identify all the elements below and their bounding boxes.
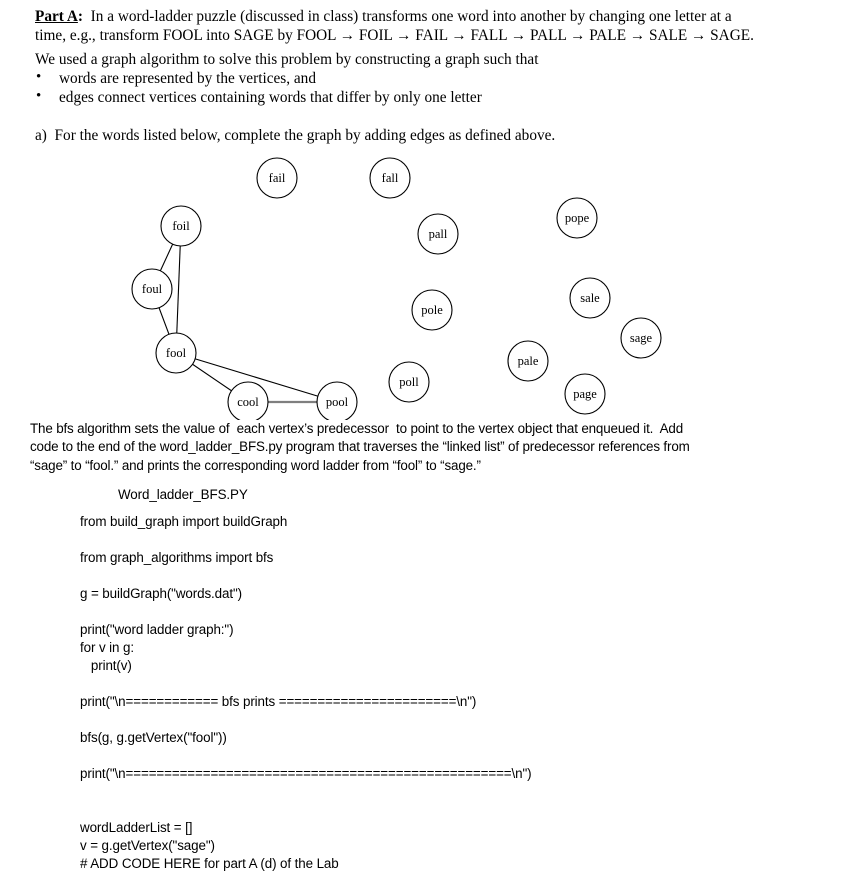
- code-filename: Word_ladder_BFS.PY: [118, 487, 248, 502]
- vertex-label: foul: [141, 282, 163, 296]
- code-line: g = buildGraph("words.dat"): [80, 586, 242, 601]
- vertex-foul: [132, 269, 172, 309]
- vertex-label: page: [573, 387, 597, 401]
- vertex-label: pope: [564, 211, 590, 225]
- vertex-label: fall: [381, 171, 399, 185]
- vertex-pall: [418, 214, 458, 254]
- vertex-cool: [228, 382, 268, 420]
- bullet-icon: •: [36, 88, 42, 104]
- vertex-label: sale: [580, 291, 600, 305]
- criteria-item: edges connect vertices containing words that differ by only one letter: [59, 89, 482, 106]
- code-line: print("word ladder graph:"): [80, 622, 234, 637]
- code-line: for v in g:: [80, 640, 134, 655]
- vertex-pale: [508, 341, 548, 381]
- criteria-item: words are represented by the vertices, and: [59, 70, 316, 87]
- intro-line-3: We used a graph algorithm to solve this problem by constructing a graph such that: [35, 51, 539, 68]
- vertex-fail: [257, 158, 297, 198]
- code-line: # ADD CODE HERE for part A (d) of the Lab: [80, 856, 339, 871]
- code-line: bfs(g, g.getVertex("fool")): [80, 730, 227, 745]
- code-line: print("\n============ bfs prints =======================\n"): [80, 694, 477, 709]
- graph-edges: [152, 226, 337, 402]
- vertex-sage: [621, 318, 661, 358]
- vertex-pole: [412, 290, 452, 330]
- vertex-label: pale: [517, 354, 539, 368]
- vertex-fall: [370, 158, 410, 198]
- word-ladder-graph: [0, 0, 847, 420]
- code-line: from graph_algorithms import bfs: [80, 550, 274, 565]
- code-line: print("\n==================================================\n"): [80, 766, 532, 781]
- vertex-sale: [570, 278, 610, 318]
- vertex-poll: [389, 362, 429, 402]
- intro-line-2: time, e.g., transform FOOL into SAGE by FOOL → FOIL → FAIL → FALL → PALL → PALE → SALE → SAGE.: [35, 27, 754, 44]
- code-line: wordLadderList = []: [80, 820, 193, 835]
- vertex-fool: [156, 333, 196, 373]
- graph-nodes: [132, 158, 661, 420]
- part-a-colon: :: [77, 8, 84, 25]
- vertex-label: fool: [165, 346, 187, 360]
- vertex-label: cool: [237, 395, 259, 409]
- vertex-label: pool: [325, 395, 349, 409]
- question-a: a) For the words listed below, complete the graph by adding edges as defined above.: [35, 127, 556, 144]
- vertex-pool: [317, 382, 357, 420]
- vertex-pope: [557, 198, 597, 238]
- code-line: print(v): [80, 658, 132, 673]
- code-line: from build_graph import buildGraph: [80, 514, 288, 529]
- part-a-label: Part A: [35, 8, 78, 25]
- description-line-1: The bfs algorithm sets the value of each vertex’s predecessor to point to the vertex object that enqueued it. Add: [30, 421, 684, 436]
- vertex-label: pole: [421, 303, 443, 317]
- description-line-3: “sage” to “fool.” and prints the corresponding word ladder from “fool” to “sage.”: [30, 458, 481, 473]
- intro-line-1-text: In a word-ladder puzzle (discussed in class) transforms one word into another by changing one letter at a: [83, 8, 732, 25]
- vertex-foil: [161, 206, 201, 246]
- vertex-label: foil: [172, 219, 190, 233]
- code-line: v = g.getVertex("sage"): [80, 838, 215, 853]
- vertex-page: [565, 374, 605, 414]
- bullet-icon: •: [36, 69, 42, 85]
- vertex-label: sage: [629, 331, 653, 345]
- vertex-label: pall: [428, 227, 448, 241]
- vertex-label: poll: [399, 375, 419, 389]
- vertex-label: fail: [268, 171, 286, 185]
- description-line-2: code to the end of the word_ladder_BFS.py program that traverses the “linked list” of predecessor references from: [30, 439, 690, 454]
